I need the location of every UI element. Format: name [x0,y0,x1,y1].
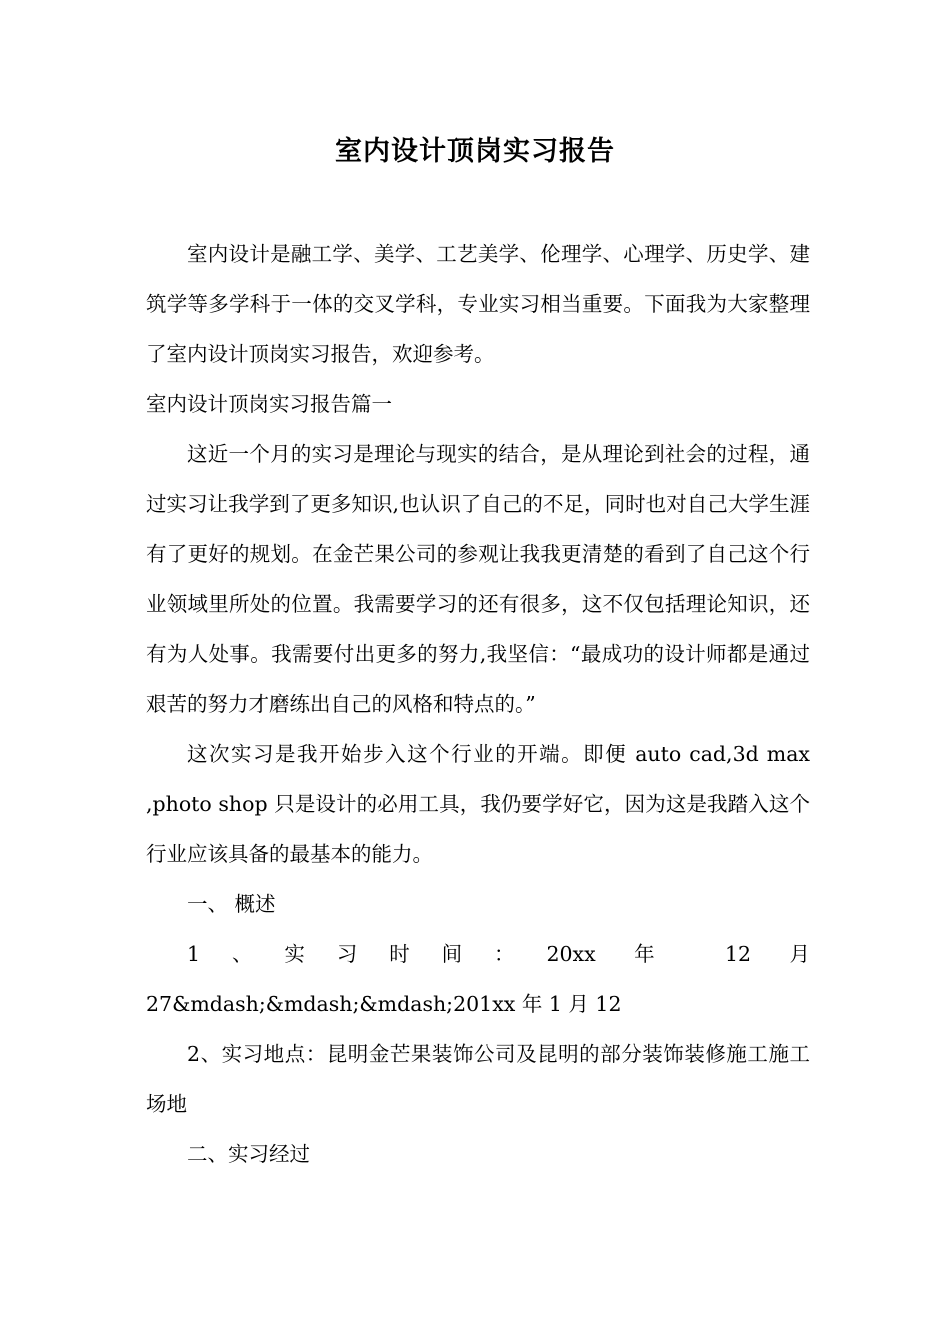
section-heading-part-one: 室内设计顶岗实习报告篇一 [146,392,392,416]
document-body [146,229,810,1179]
body-paragraph: 这近一个月的实习是理论与现实的结合，是从理论到社会的过程，通过实习让我学到了更多知识,也认识了自己的不足，同时也对自己大学生涯有了更好的规划。在金芒果公司的参观让我我更清楚的看到了自己这个行业领域里所处的位置。我需要学习的还有很多，这不仅包括理论知识，还有为人处事。我需要付出更多的努力,我坚信：“最成功的设计师都是通过艰苦的努力才磨练出自己的风格和特点的。” [146,442,810,716]
document-title: 室内设计顶岗实习报告 [335,136,615,167]
subheading-overview: 一、 概述 [187,892,276,916]
intro-paragraph: 室内设计是融工学、美学、工艺美学、伦理学、心理学、历史学、建筑学等多学科于一体的交叉学科，专业实习相当重要。下面我为大家整理了室内设计顶岗实习报告，欢迎参考。 [146,242,810,366]
body-paragraph: 这次实习是我开始步入这个行业的开端。即便 auto cad,3d max ,photo shop 只是设计的必用工具，我仍要学好它，因为这是我踏入这个行业应该具备的最基本的能力。 [146,742,810,866]
subheading-process: 二、实习经过 [187,1142,310,1166]
internship-location-item: 2、实习地点：昆明金芒果装饰公司及昆明的部分装饰装修施工施工场地 [146,1042,810,1116]
internship-time-item: 1、实习时间：20xx 年 12 月 27&mdash;&mdash;&mdash;201xx 年 1 月 12 [146,942,810,1016]
